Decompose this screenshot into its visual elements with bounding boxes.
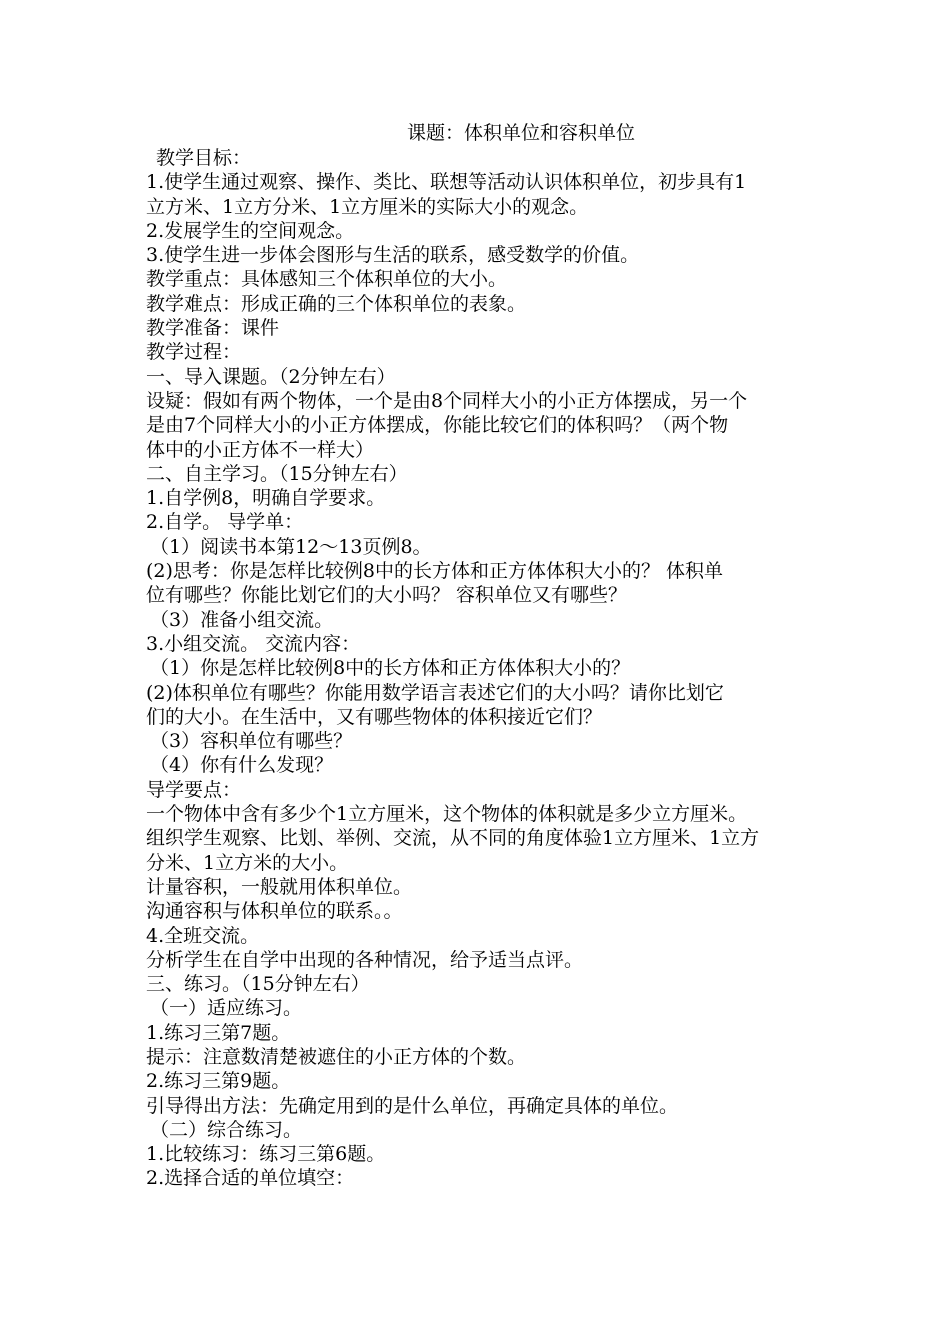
- document-line: 分米、1立方米的大小。: [146, 851, 349, 874]
- document-line: 分析学生在自学中出现的各种情况，给予适当点评。: [146, 948, 584, 971]
- document-line: (2)体积单位有哪些？你能用数学语言表述它们的大小吗？请你比划它: [146, 681, 724, 704]
- document-line: 2.选择合适的单位填空：: [146, 1167, 355, 1190]
- document-line: 立方米、1立方分米、1立方厘米的实际大小的观念。: [146, 195, 589, 218]
- document-line: （1）阅读书本第12～13页例8。: [150, 535, 432, 558]
- document-line: 2.发展学生的空间观念。: [146, 219, 355, 242]
- document-line: 4.全班交流。: [146, 924, 260, 947]
- document-line: 一个物体中含有多少个1立方厘米，这个物体的体积就是多少立方厘米。: [146, 803, 748, 826]
- document-line: 位有哪些？你能比划它们的大小吗？ 容积单位又有哪些？: [146, 584, 628, 607]
- document-line: 组织学生观察、比划、举例、交流，从不同的角度体验1立方厘米、1立方: [146, 827, 760, 850]
- document-line: （一）适应练习。: [150, 997, 303, 1020]
- document-line: 体中的小正方体不一样大）: [146, 438, 375, 461]
- document-line: 教学重点：具体感知三个体积单位的大小。: [146, 268, 508, 291]
- document-line: （4）你有什么发现？: [150, 754, 334, 777]
- document-page: [146, 120, 826, 1191]
- document-line: 教学目标：: [156, 147, 252, 169]
- document-line: 教学准备：课件: [146, 317, 280, 340]
- document-line: 引导得出方法：先确定用到的是什么单位，再确定具体的单位。: [146, 1094, 679, 1117]
- document-body: [146, 146, 826, 1191]
- document-line: （1）你是怎样比较例8中的长方体和正方体体积大小的？: [150, 657, 631, 680]
- document-line: 计量容积，一般就用体积单位。: [146, 875, 413, 898]
- document-line: 教学难点：形成正确的三个体积单位的表象。: [146, 292, 527, 315]
- document-line: 设疑：假如有两个物体，一个是由8个同样大小的小正方体摆成，另一个: [146, 389, 748, 412]
- document-line: 3.小组交流。 交流内容：: [146, 632, 361, 655]
- document-line: 提示：注意数清楚被遮住的小正方体的个数。: [146, 1045, 527, 1068]
- document-line: （3）容积单位有哪些？: [150, 730, 353, 753]
- document-line: 导学要点：: [146, 778, 242, 801]
- document-line: 3.使学生进一步体会图形与生活的联系，感受数学的价值。: [146, 244, 640, 267]
- document-line: 一、导入课题。（2分钟左右）: [146, 365, 396, 388]
- document-line: 2.练习三第9题。: [146, 1070, 291, 1093]
- document-line: 二、自主学习。（15分钟左右）: [146, 462, 408, 485]
- document-line: 1.自学例8，明确自学要求。: [146, 487, 386, 510]
- document-line: 教学过程：: [146, 341, 242, 364]
- document-line: 1.练习三第7题。: [146, 1021, 291, 1044]
- document-line: (2)思考：你是怎样比较例8中的长方体和正方体体积大小的？ 体积单: [146, 560, 724, 583]
- document-line: 1.比较练习：练习三第6题。: [146, 1143, 386, 1166]
- document-line: （3）准备小组交流。: [150, 608, 334, 631]
- document-line: （二）综合练习。: [150, 1118, 303, 1141]
- document-line: 是由7个同样大小的小正方体摆成，你能比较它们的体积吗？（两个物: [146, 414, 729, 437]
- document-line: 们的大小。在生活中，又有哪些物体的体积接近它们？: [146, 705, 603, 728]
- document-title: 课题：体积单位和容积单位: [406, 122, 635, 144]
- document-line: 1.使学生通过观察、操作、类比、联想等活动认识体积单位，初步具有1: [146, 171, 747, 194]
- document-line: 沟通容积与体积单位的联系。。: [146, 900, 403, 923]
- document-line: 2.自学。 导学单：: [146, 511, 304, 534]
- document-line: 三、练习。（15分钟左右）: [146, 973, 370, 996]
